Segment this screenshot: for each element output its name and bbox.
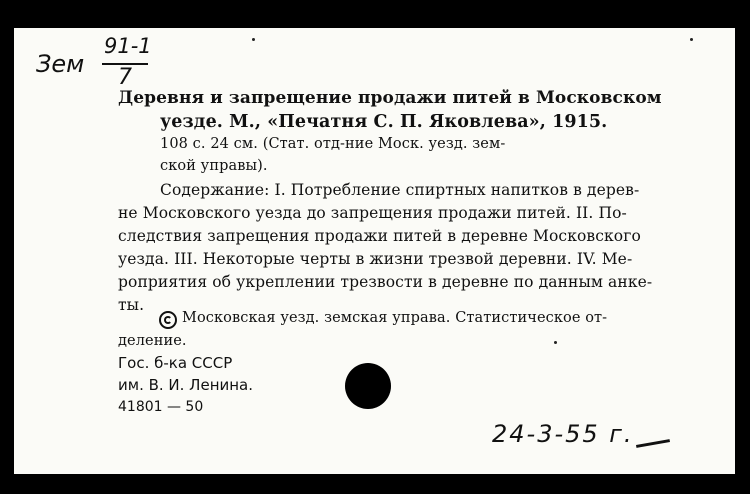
contents-line-3: следствия запрещения продажи питей в деревне Московского <box>118 227 641 245</box>
contents-line-4: уезда. III. Некоторые черты в жизни трезвой деревни. IV. Ме- <box>118 250 633 268</box>
library-stamp-line-2: им. В. И. Ленина. <box>118 376 254 394</box>
contents-line-5: роприятия об укреплении трезвости в деревне по данным анке- <box>118 273 653 291</box>
shelfmark-numerator: 91-1 <box>104 34 152 58</box>
author-note: Московская уезд. земская управа. Статистическое от- <box>182 310 608 326</box>
scan-speck <box>690 38 693 41</box>
shelfmark-denominator: 7 <box>118 65 132 90</box>
library-stamp-line-1: Гос. б-ка СССР <box>118 354 233 372</box>
library-stamp-line-3: 41801 — 50 <box>118 399 204 415</box>
contents-line-2: не Московского уезда до запрещения продажи питей. II. По- <box>118 204 627 222</box>
scan-speck <box>554 341 557 344</box>
physical-description-continuation: ской управы). <box>160 158 268 174</box>
contents-line-6: ты. <box>118 296 145 314</box>
record-title: Деревня и запрещение продажи питей в Московском <box>118 88 662 108</box>
circled-c-icon <box>159 311 177 329</box>
date-flourish <box>636 439 670 448</box>
author-note-continuation: деление. <box>118 333 187 349</box>
handwritten-date: 24-3-55 г. <box>492 420 634 448</box>
scan-speck <box>252 38 255 41</box>
record-title-continuation: уезде. М., «Печатня С. П. Яковлева», 1915. <box>160 112 608 132</box>
shelfmark-prefix: Зем <box>36 50 85 78</box>
catalog-card <box>14 28 735 474</box>
contents-line-1: Содержание: I. Потребление спиртных напитков в дерев- <box>160 181 640 199</box>
card-punch-hole <box>345 363 391 409</box>
physical-description: 108 с. 24 см. (Стат. отд-ние Моск. уезд. зем- <box>160 136 506 152</box>
